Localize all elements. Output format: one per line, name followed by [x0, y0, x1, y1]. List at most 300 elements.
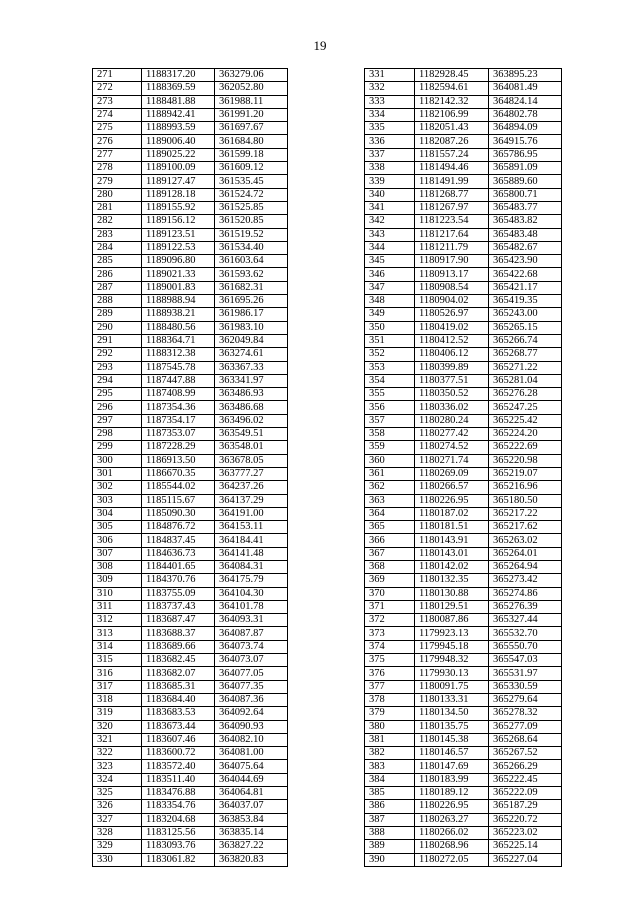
table-row	[365, 813, 562, 826]
x-coordinate-cell: 1189006.40	[142, 135, 215, 148]
y-coordinate-cell: 363486.93	[215, 388, 288, 401]
y-coordinate-cell: 364077.35	[215, 680, 288, 693]
point-number-cell: 380	[365, 720, 415, 733]
table-row	[93, 813, 288, 826]
y-coordinate-cell: 364087.36	[215, 693, 288, 706]
table-row	[365, 374, 562, 387]
x-coordinate-cell: 1180412.52	[415, 334, 489, 347]
x-coordinate-cell: 1179945.18	[415, 640, 489, 653]
table-row	[365, 334, 562, 347]
point-number-cell: 292	[93, 348, 142, 361]
point-number-cell: 349	[365, 308, 415, 321]
point-number-cell: 275	[93, 122, 142, 135]
x-coordinate-cell: 1179923.13	[415, 627, 489, 640]
table-row	[365, 481, 562, 494]
point-number-cell: 383	[365, 760, 415, 773]
x-coordinate-cell: 1183684.40	[142, 693, 215, 706]
table-row	[93, 720, 288, 733]
x-coordinate-cell: 1180132.35	[415, 574, 489, 587]
y-coordinate-cell: 364153.11	[215, 521, 288, 534]
table-row	[365, 574, 562, 587]
table-row	[365, 521, 562, 534]
table-row	[93, 148, 288, 161]
point-number-cell: 377	[365, 680, 415, 693]
x-coordinate-cell: 1180377.51	[415, 374, 489, 387]
point-number-cell: 328	[93, 826, 142, 839]
point-number-cell: 372	[365, 614, 415, 627]
y-coordinate-cell: 365263.02	[489, 534, 562, 547]
y-coordinate-cell: 363341.97	[215, 374, 288, 387]
y-coordinate-cell: 363496.02	[215, 414, 288, 427]
y-coordinate-cell: 364037.07	[215, 800, 288, 813]
x-coordinate-cell: 1183511.40	[142, 773, 215, 786]
y-coordinate-cell: 364894.09	[489, 122, 562, 135]
table-row	[365, 587, 562, 600]
y-coordinate-cell: 364824.14	[489, 95, 562, 108]
x-coordinate-cell: 1183600.72	[142, 747, 215, 760]
table-row	[365, 707, 562, 720]
table-row	[93, 534, 288, 547]
x-coordinate-cell: 1182051.43	[415, 122, 489, 135]
y-coordinate-cell: 365419.35	[489, 295, 562, 308]
x-coordinate-cell: 1180143.01	[415, 547, 489, 560]
x-coordinate-cell: 1183687.47	[142, 614, 215, 627]
x-coordinate-cell: 1189025.22	[142, 148, 215, 161]
table-row	[93, 348, 288, 361]
table-row	[93, 547, 288, 560]
y-coordinate-cell: 364191.00	[215, 507, 288, 520]
y-coordinate-cell: 364137.29	[215, 494, 288, 507]
table-row	[93, 640, 288, 653]
x-coordinate-cell: 1189156.12	[142, 215, 215, 228]
point-number-cell: 390	[365, 853, 415, 866]
point-number-cell: 271	[93, 69, 142, 82]
y-coordinate-cell: 365274.86	[489, 587, 562, 600]
y-coordinate-cell: 365220.72	[489, 813, 562, 826]
point-number-cell: 367	[365, 547, 415, 560]
y-coordinate-cell: 361682.31	[215, 281, 288, 294]
x-coordinate-cell: 1180277.42	[415, 428, 489, 441]
x-coordinate-cell: 1180183.99	[415, 773, 489, 786]
table-row	[93, 374, 288, 387]
x-coordinate-cell: 1187408.99	[142, 388, 215, 401]
table-row	[365, 680, 562, 693]
table-row	[365, 494, 562, 507]
x-coordinate-cell: 1189001.83	[142, 281, 215, 294]
table-row	[365, 388, 562, 401]
x-coordinate-cell: 1187354.17	[142, 414, 215, 427]
point-number-cell: 361	[365, 467, 415, 480]
y-coordinate-cell: 365222.45	[489, 773, 562, 786]
table-row	[365, 122, 562, 135]
point-number-cell: 296	[93, 401, 142, 414]
x-coordinate-cell: 1180129.51	[415, 600, 489, 613]
point-number-cell: 348	[365, 295, 415, 308]
x-coordinate-cell: 1183688.37	[142, 627, 215, 640]
point-number-cell: 312	[93, 614, 142, 627]
table-row	[365, 108, 562, 121]
point-number-cell: 379	[365, 707, 415, 720]
y-coordinate-cell: 363820.83	[215, 853, 288, 866]
point-number-cell: 287	[93, 281, 142, 294]
x-coordinate-cell: 1180336.02	[415, 401, 489, 414]
y-coordinate-cell: 365180.50	[489, 494, 562, 507]
x-coordinate-cell: 1185115.67	[142, 494, 215, 507]
y-coordinate-cell: 364073.07	[215, 654, 288, 667]
table-row	[365, 534, 562, 547]
point-number-cell: 332	[365, 82, 415, 95]
y-coordinate-cell: 361593.62	[215, 268, 288, 281]
table-row	[365, 95, 562, 108]
table-row	[93, 321, 288, 334]
table-row	[93, 95, 288, 108]
point-number-cell: 319	[93, 707, 142, 720]
table-row	[365, 600, 562, 613]
table-row	[93, 388, 288, 401]
y-coordinate-cell: 365217.62	[489, 521, 562, 534]
table-row	[93, 401, 288, 414]
point-number-cell: 384	[365, 773, 415, 786]
x-coordinate-cell: 1181491.99	[415, 175, 489, 188]
point-number-cell: 359	[365, 441, 415, 454]
point-number-cell: 347	[365, 281, 415, 294]
point-number-cell: 308	[93, 560, 142, 573]
x-coordinate-cell: 1182594.61	[415, 82, 489, 95]
x-coordinate-cell: 1187353.07	[142, 428, 215, 441]
y-coordinate-cell: 365547.03	[489, 654, 562, 667]
point-number-cell: 324	[93, 773, 142, 786]
table-row	[365, 441, 562, 454]
point-number-cell: 307	[93, 547, 142, 560]
table-row	[365, 82, 562, 95]
point-number-cell: 371	[365, 600, 415, 613]
point-number-cell: 376	[365, 667, 415, 680]
y-coordinate-cell: 363777.27	[215, 467, 288, 480]
point-number-cell: 338	[365, 162, 415, 175]
y-coordinate-cell: 364237.26	[215, 481, 288, 494]
table-row	[365, 228, 562, 241]
point-number-cell: 293	[93, 361, 142, 374]
x-coordinate-cell: 1180406.12	[415, 348, 489, 361]
y-coordinate-cell: 365216.96	[489, 481, 562, 494]
y-coordinate-cell: 365278.32	[489, 707, 562, 720]
point-number-cell: 350	[365, 321, 415, 334]
point-number-cell: 285	[93, 255, 142, 268]
y-coordinate-cell: 364044.69	[215, 773, 288, 786]
point-number-cell: 282	[93, 215, 142, 228]
y-coordinate-cell: 361520.85	[215, 215, 288, 228]
point-number-cell: 304	[93, 507, 142, 520]
point-number-cell: 335	[365, 122, 415, 135]
point-number-cell: 300	[93, 454, 142, 467]
table-row	[93, 600, 288, 613]
y-coordinate-cell: 364802.78	[489, 108, 562, 121]
x-coordinate-cell: 1180146.57	[415, 747, 489, 760]
table-row	[365, 853, 562, 866]
y-coordinate-cell: 365268.64	[489, 733, 562, 746]
point-number-cell: 346	[365, 268, 415, 281]
y-coordinate-cell: 365266.74	[489, 334, 562, 347]
y-coordinate-cell: 361991.20	[215, 108, 288, 121]
x-coordinate-cell: 1180266.57	[415, 481, 489, 494]
x-coordinate-cell: 1183673.44	[142, 720, 215, 733]
point-number-cell: 333	[365, 95, 415, 108]
point-number-cell: 318	[93, 693, 142, 706]
point-number-cell: 309	[93, 574, 142, 587]
x-coordinate-cell: 1181494.46	[415, 162, 489, 175]
y-coordinate-cell: 365247.25	[489, 401, 562, 414]
table-row	[365, 401, 562, 414]
point-number-cell: 284	[93, 241, 142, 254]
point-number-cell: 368	[365, 560, 415, 573]
y-coordinate-cell: 365219.07	[489, 467, 562, 480]
point-number-cell: 345	[365, 255, 415, 268]
table-row	[365, 800, 562, 813]
x-coordinate-cell: 1188481.88	[142, 95, 215, 108]
point-number-cell: 343	[365, 228, 415, 241]
y-coordinate-cell: 365264.94	[489, 560, 562, 573]
x-coordinate-cell: 1183572.40	[142, 760, 215, 773]
point-number-cell: 327	[93, 813, 142, 826]
y-coordinate-cell: 365271.22	[489, 361, 562, 374]
table-row	[93, 188, 288, 201]
table-row	[93, 295, 288, 308]
table-row	[365, 255, 562, 268]
table-row	[365, 428, 562, 441]
x-coordinate-cell: 1180135.75	[415, 720, 489, 733]
point-number-cell: 286	[93, 268, 142, 281]
point-number-cell: 342	[365, 215, 415, 228]
point-number-cell: 358	[365, 428, 415, 441]
x-coordinate-cell: 1181268.77	[415, 188, 489, 201]
table-row	[93, 587, 288, 600]
y-coordinate-cell: 365187.29	[489, 800, 562, 813]
x-coordinate-cell: 1183061.82	[142, 853, 215, 866]
x-coordinate-cell: 1180147.69	[415, 760, 489, 773]
x-coordinate-cell: 1187447.88	[142, 374, 215, 387]
x-coordinate-cell: 1188993.59	[142, 122, 215, 135]
x-coordinate-cell: 1180904.02	[415, 295, 489, 308]
point-number-cell: 362	[365, 481, 415, 494]
point-number-cell: 273	[93, 95, 142, 108]
point-number-cell: 325	[93, 787, 142, 800]
point-number-cell: 279	[93, 175, 142, 188]
y-coordinate-cell: 361599.18	[215, 148, 288, 161]
y-coordinate-cell: 364084.31	[215, 560, 288, 573]
point-number-cell: 317	[93, 680, 142, 693]
table-row	[365, 667, 562, 680]
table-row	[93, 108, 288, 121]
point-number-cell: 322	[93, 747, 142, 760]
x-coordinate-cell: 1188312.38	[142, 348, 215, 361]
table-row	[365, 241, 562, 254]
table-row	[93, 308, 288, 321]
table-row	[365, 640, 562, 653]
table-row	[93, 507, 288, 520]
y-coordinate-cell: 361986.17	[215, 308, 288, 321]
y-coordinate-cell: 361609.12	[215, 162, 288, 175]
y-coordinate-cell: 365224.20	[489, 428, 562, 441]
y-coordinate-cell: 365222.09	[489, 787, 562, 800]
y-coordinate-cell: 362052.80	[215, 82, 288, 95]
x-coordinate-cell: 1184837.45	[142, 534, 215, 547]
point-number-cell: 381	[365, 733, 415, 746]
table-row	[93, 560, 288, 573]
y-coordinate-cell: 361534.40	[215, 241, 288, 254]
table-row	[93, 627, 288, 640]
table-row	[93, 680, 288, 693]
table-row	[365, 268, 562, 281]
y-coordinate-cell: 363367.33	[215, 361, 288, 374]
x-coordinate-cell: 1179930.13	[415, 667, 489, 680]
y-coordinate-cell: 361524.72	[215, 188, 288, 201]
x-coordinate-cell: 1189122.53	[142, 241, 215, 254]
table-row	[365, 747, 562, 760]
x-coordinate-cell: 1182106.99	[415, 108, 489, 121]
x-coordinate-cell: 1188480.56	[142, 321, 215, 334]
point-number-cell: 321	[93, 733, 142, 746]
point-number-cell: 305	[93, 521, 142, 534]
point-number-cell: 354	[365, 374, 415, 387]
y-coordinate-cell: 361684.80	[215, 135, 288, 148]
x-coordinate-cell: 1180263.27	[415, 813, 489, 826]
x-coordinate-cell: 1186670.35	[142, 467, 215, 480]
y-coordinate-cell: 365421.17	[489, 281, 562, 294]
point-number-cell: 297	[93, 414, 142, 427]
y-coordinate-cell: 364082.10	[215, 733, 288, 746]
point-number-cell: 374	[365, 640, 415, 653]
x-coordinate-cell: 1188369.59	[142, 82, 215, 95]
point-number-cell: 315	[93, 654, 142, 667]
table-row	[93, 241, 288, 254]
y-coordinate-cell: 364073.74	[215, 640, 288, 653]
table-row	[365, 215, 562, 228]
point-number-cell: 365	[365, 521, 415, 534]
y-coordinate-cell: 361603.64	[215, 255, 288, 268]
table-row	[93, 201, 288, 214]
table-row	[93, 494, 288, 507]
y-coordinate-cell: 365276.28	[489, 388, 562, 401]
y-coordinate-cell: 364175.79	[215, 574, 288, 587]
y-coordinate-cell: 364064.81	[215, 787, 288, 800]
table-row	[365, 148, 562, 161]
table-row	[365, 188, 562, 201]
table-row	[365, 135, 562, 148]
x-coordinate-cell: 1187545.78	[142, 361, 215, 374]
y-coordinate-cell: 365327.44	[489, 614, 562, 627]
point-number-cell: 386	[365, 800, 415, 813]
point-number-cell: 280	[93, 188, 142, 201]
coordinates-table-right	[364, 68, 562, 867]
table-row	[365, 69, 562, 82]
x-coordinate-cell: 1189127.47	[142, 175, 215, 188]
table-row	[93, 707, 288, 720]
point-number-cell: 313	[93, 627, 142, 640]
page-number: 19	[313, 38, 327, 53]
y-coordinate-cell: 365786.95	[489, 148, 562, 161]
point-number-cell: 288	[93, 295, 142, 308]
point-number-cell: 336	[365, 135, 415, 148]
table-row	[93, 361, 288, 374]
point-number-cell: 357	[365, 414, 415, 427]
x-coordinate-cell: 1189155.92	[142, 201, 215, 214]
y-coordinate-cell: 365267.52	[489, 747, 562, 760]
point-number-cell: 378	[365, 693, 415, 706]
x-coordinate-cell: 1180399.89	[415, 361, 489, 374]
point-number-cell: 344	[365, 241, 415, 254]
y-coordinate-cell: 365225.42	[489, 414, 562, 427]
point-number-cell: 299	[93, 441, 142, 454]
x-coordinate-cell: 1180226.95	[415, 800, 489, 813]
table-row	[93, 787, 288, 800]
point-number-cell: 302	[93, 481, 142, 494]
point-number-cell: 323	[93, 760, 142, 773]
x-coordinate-cell: 1180087.86	[415, 614, 489, 627]
x-coordinate-cell: 1184876.72	[142, 521, 215, 534]
table-row	[365, 467, 562, 480]
table-row	[93, 162, 288, 175]
point-number-cell: 363	[365, 494, 415, 507]
x-coordinate-cell: 1186913.50	[142, 454, 215, 467]
x-coordinate-cell: 1189128.18	[142, 188, 215, 201]
y-coordinate-cell: 363548.01	[215, 441, 288, 454]
table-row	[365, 560, 562, 573]
y-coordinate-cell: 364093.31	[215, 614, 288, 627]
x-coordinate-cell: 1180091.75	[415, 680, 489, 693]
table-row	[93, 853, 288, 866]
table-row	[93, 454, 288, 467]
table-row	[93, 800, 288, 813]
x-coordinate-cell: 1180917.90	[415, 255, 489, 268]
x-coordinate-cell: 1188938.21	[142, 308, 215, 321]
x-coordinate-cell: 1184370.76	[142, 574, 215, 587]
point-number-cell: 301	[93, 467, 142, 480]
x-coordinate-cell: 1183689.66	[142, 640, 215, 653]
table-row	[93, 521, 288, 534]
point-number-cell: 331	[365, 69, 415, 82]
y-coordinate-cell: 365483.77	[489, 201, 562, 214]
x-coordinate-cell: 1183755.09	[142, 587, 215, 600]
x-coordinate-cell: 1180280.24	[415, 414, 489, 427]
table-row	[365, 547, 562, 560]
y-coordinate-cell: 365277.09	[489, 720, 562, 733]
x-coordinate-cell: 1185544.02	[142, 481, 215, 494]
x-coordinate-cell: 1180130.88	[415, 587, 489, 600]
point-number-cell: 277	[93, 148, 142, 161]
y-coordinate-cell: 365223.02	[489, 826, 562, 839]
point-number-cell: 373	[365, 627, 415, 640]
y-coordinate-cell: 365273.42	[489, 574, 562, 587]
x-coordinate-cell: 1183476.88	[142, 787, 215, 800]
y-coordinate-cell: 363853.84	[215, 813, 288, 826]
table-row	[93, 826, 288, 839]
table-row	[365, 361, 562, 374]
y-coordinate-cell: 365483.82	[489, 215, 562, 228]
x-coordinate-cell: 1181217.64	[415, 228, 489, 241]
table-row	[93, 760, 288, 773]
y-coordinate-cell: 363549.51	[215, 428, 288, 441]
y-coordinate-cell: 361983.10	[215, 321, 288, 334]
y-coordinate-cell: 365264.01	[489, 547, 562, 560]
y-coordinate-cell: 364184.41	[215, 534, 288, 547]
table-row	[93, 175, 288, 188]
table-row	[93, 614, 288, 627]
point-number-cell: 339	[365, 175, 415, 188]
table-row	[365, 627, 562, 640]
point-number-cell: 352	[365, 348, 415, 361]
x-coordinate-cell: 1183354.76	[142, 800, 215, 813]
table-row	[93, 773, 288, 786]
